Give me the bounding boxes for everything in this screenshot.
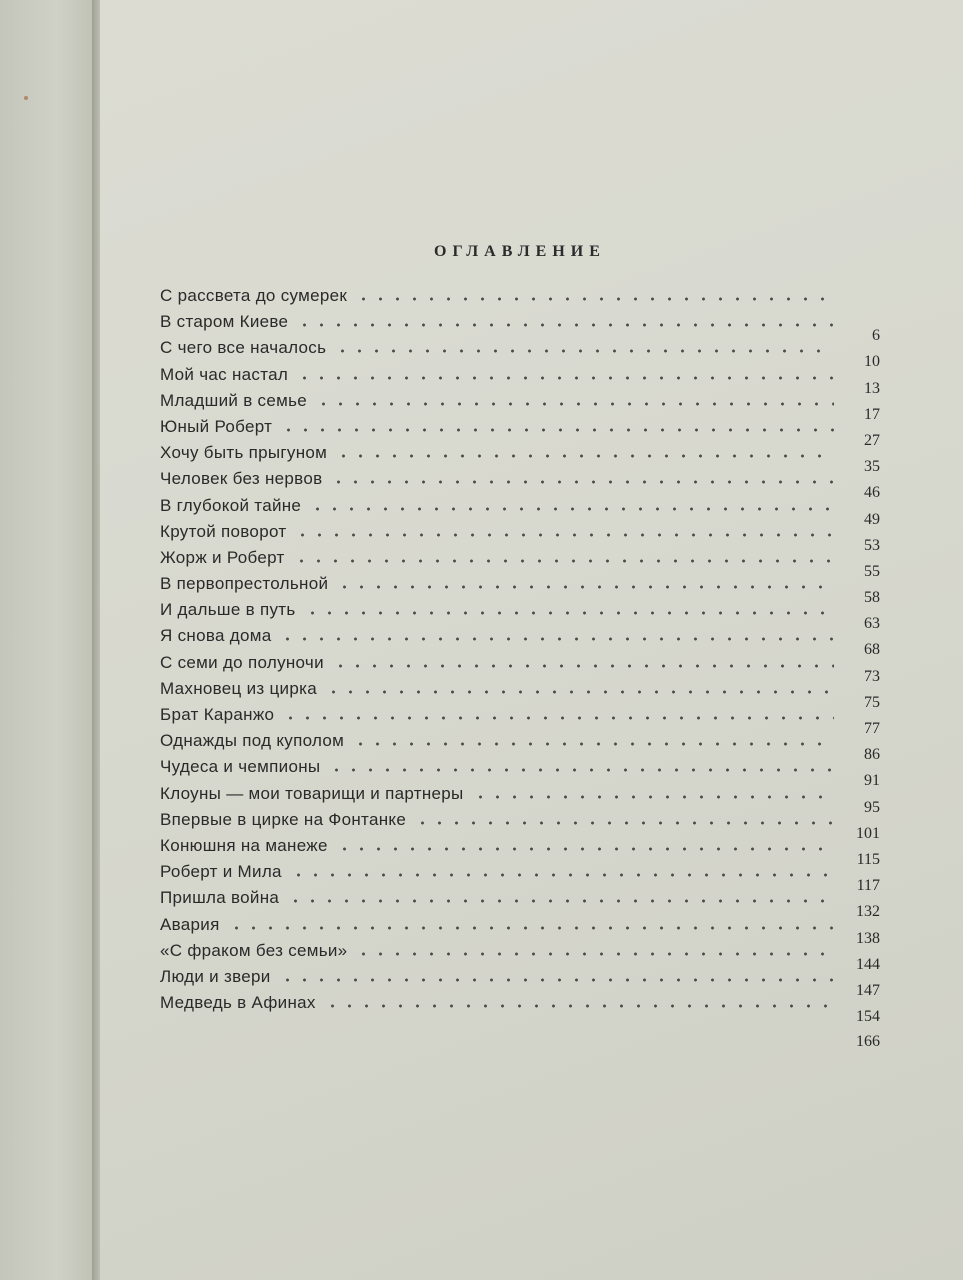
toc-entry: [160, 807, 880, 842]
toc-entry: [160, 676, 880, 711]
toc-page-number: 147: [856, 981, 880, 999]
toc-entry-title: В первопрестольной: [160, 574, 329, 594]
toc-entry: [160, 493, 880, 528]
toc-page-number: 132: [856, 903, 880, 921]
toc-page-number: 77: [864, 720, 880, 737]
toc-entry-title: В глубокой тайне: [160, 495, 302, 515]
toc-entry: [160, 938, 880, 973]
toc-entry: [160, 597, 880, 633]
toc-entry-title: Медведь в Афинах: [160, 993, 316, 1013]
dot-leader: [472, 795, 834, 799]
toc-page-number: 73: [864, 667, 880, 685]
toc-entry: [160, 754, 880, 790]
previous-page-edge: [0, 0, 96, 1280]
toc-entry: [160, 283, 880, 309]
dot-leader: [282, 716, 834, 720]
toc-entry: [160, 440, 880, 476]
toc-page-number: 6: [872, 327, 880, 345]
toc-entry: [160, 702, 880, 737]
toc-entry-title: Крутой поворот: [160, 521, 287, 541]
toc-entry-title: Младший в семье: [160, 390, 308, 410]
toc-entry-title: Чудеса и чемпионы: [160, 757, 321, 777]
toc-page-number: 17: [864, 405, 880, 423]
toc-page-number: 86: [864, 746, 880, 764]
toc-entry-title: С чего все началось: [160, 338, 327, 358]
toc-entry: [160, 650, 880, 685]
dot-leader: [296, 323, 834, 327]
dot-leader: [315, 402, 834, 406]
toc-page-number: 75: [864, 693, 880, 711]
toc-page-number: 166: [856, 1033, 880, 1051]
toc-entry: [160, 519, 880, 554]
toc-entry-title: И дальше в путь: [160, 600, 296, 620]
dot-leader: [352, 742, 834, 746]
dot-leader: [328, 768, 834, 772]
toc-page-number: 58: [864, 589, 880, 607]
dot-leader: [228, 926, 834, 930]
toc-entry: [160, 545, 880, 580]
toc-page-number: 117: [856, 877, 880, 895]
dot-leader: [330, 480, 834, 484]
toc-entry: [160, 335, 880, 371]
toc-page-number: 138: [856, 929, 880, 947]
dot-leader: [325, 690, 834, 694]
toc-entry-title: В старом Киеве: [160, 312, 289, 332]
toc-entry-title: Пришла война: [160, 888, 280, 908]
toc-entry: [160, 466, 880, 502]
toc-entry: [160, 1016, 880, 1051]
toc-entry: [160, 833, 880, 868]
paper-speck: [24, 96, 28, 100]
toc-page-number: 95: [864, 798, 880, 816]
toc-entry: [160, 309, 880, 345]
dot-leader: [280, 428, 834, 432]
toc-entry-title: Клоуны — мои товарищи и партнеры: [160, 783, 464, 803]
toc-page-number: 27: [864, 431, 880, 449]
dot-leader: [355, 297, 834, 301]
dot-leader: [279, 978, 834, 982]
dot-leader: [414, 821, 834, 825]
dot-leader: [309, 507, 834, 511]
toc-entry: [160, 885, 880, 921]
toc-entry-title: Авария: [160, 914, 220, 934]
toc-entry: [160, 859, 880, 895]
toc-entry-title: Люди и звери: [160, 966, 271, 986]
toc-entry: [160, 728, 880, 764]
dot-leader: [336, 585, 834, 589]
dot-leader: [334, 349, 834, 353]
toc-entry-title: Брат Каранжо: [160, 705, 275, 724]
toc-page-number: 35: [864, 458, 880, 476]
toc-page-number: 49: [864, 510, 880, 528]
toc-entry-title: Махновец из цирка: [160, 678, 317, 698]
toc-entry-title: Однажды под куполом: [160, 731, 345, 751]
toc-entry-title: Мой час настал: [160, 364, 289, 384]
toc-entry-title: Хочу быть прыгуном: [160, 443, 328, 463]
dot-leader: [324, 1004, 834, 1008]
toc-entry-title: Роберт и Мила: [160, 862, 282, 882]
toc-page-number: 68: [864, 641, 880, 659]
toc-entry-title: Впервые в цирке на Фонтанке: [160, 809, 407, 829]
dot-leader: [332, 664, 834, 668]
toc-page-number: 46: [864, 484, 880, 502]
toc-entry-title: Человек без нервов: [160, 469, 323, 489]
toc-page-number: 154: [856, 1008, 880, 1026]
toc-page-number: 13: [864, 379, 880, 397]
toc-title: ОГЛАВЛЕНИЕ: [434, 243, 606, 260]
dot-leader: [279, 637, 834, 641]
toc-page-number: 101: [856, 824, 880, 842]
dot-leader: [355, 952, 834, 956]
toc-page-number: 91: [864, 772, 880, 790]
toc-page-number: 144: [856, 955, 880, 973]
toc-entry: [160, 388, 880, 423]
toc-entry: [160, 571, 880, 607]
dot-leader: [336, 847, 834, 851]
dot-leader: [290, 873, 834, 877]
dot-leader: [294, 533, 834, 537]
dot-leader: [293, 559, 834, 563]
toc-entry: [160, 781, 880, 816]
dot-leader: [287, 899, 834, 903]
toc-entry: [160, 990, 880, 1026]
toc-entry-title: «С фраком без семьи»: [160, 940, 348, 960]
toc-page-number: 10: [864, 353, 880, 371]
toc-entry: [160, 362, 880, 397]
dot-leader: [296, 376, 834, 380]
toc-entry-title: Юный Роберт: [160, 416, 273, 436]
toc-entry: [160, 964, 880, 999]
toc-page-number: 63: [864, 615, 880, 633]
toc-entry: [160, 623, 880, 659]
toc-entry-title: С рассвета до сумерек: [160, 286, 348, 305]
toc-entry-title: Я снова дома: [160, 626, 272, 646]
toc-entry-title: Жорж и Роберт: [160, 547, 285, 567]
toc-entry-title: С семи до полуночи: [160, 652, 324, 672]
toc-entry-title: Конюшня на манеже: [160, 835, 328, 855]
toc-page-number: 55: [864, 562, 880, 580]
toc-page-number: 115: [856, 850, 880, 868]
toc-entry: [160, 912, 880, 947]
table-of-contents: [160, 283, 880, 1051]
dot-leader: [335, 454, 834, 458]
toc-entry: [160, 414, 880, 449]
toc-page-number: 53: [864, 536, 880, 554]
dot-leader: [304, 611, 834, 615]
